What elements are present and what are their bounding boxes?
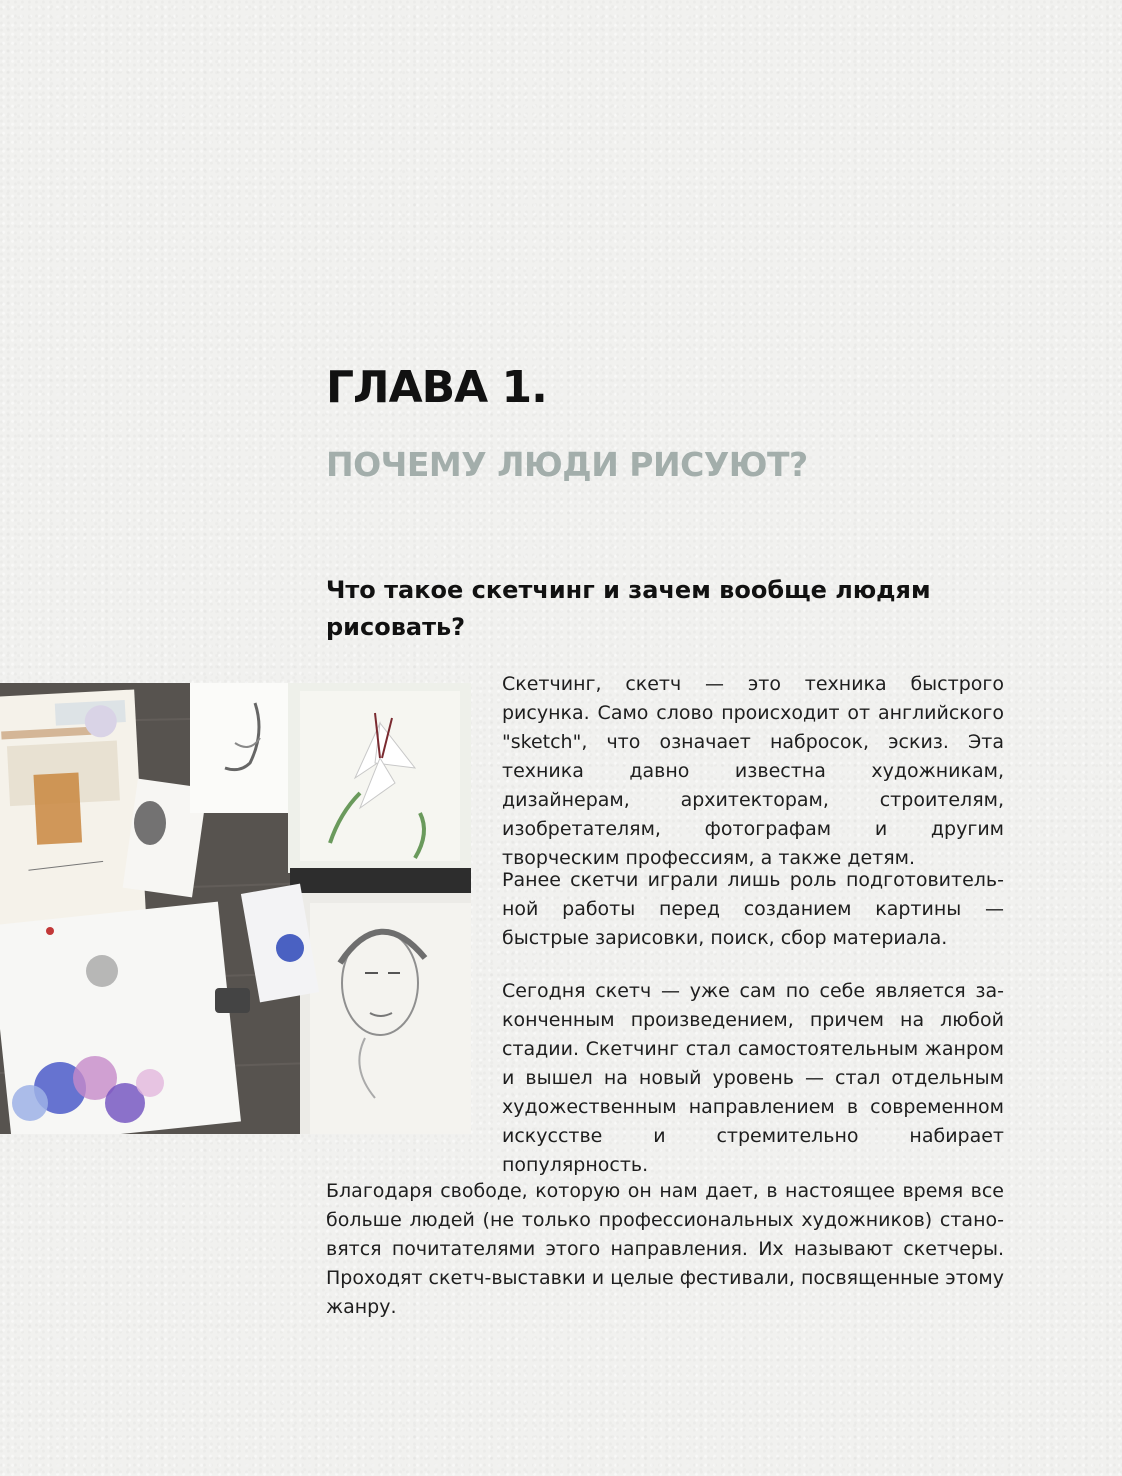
paragraph-4: Благодаря свободе, которую он нам дает, в настоящее время все больше людей (не только профессиональных художников) становятся почитателями этого направления. Их называют скетчеры. Проходят скетч-выставки и целые фестивали, посвященные этому жанру. (326, 1180, 1004, 1318)
portrait-sketchbook (300, 893, 471, 1134)
collage-sketchbook (0, 689, 146, 927)
lily-sketchbook (288, 683, 471, 873)
chapter-subtitle: ПОЧЕМУ ЛЮДИ РИСУЮТ? (326, 445, 808, 484)
paragraph-2: Ранее скетчи играли лишь роль подготовительной работы перед созданием картины — быстрые зарисовки, поиск, сбор материала. (502, 869, 1004, 949)
section-heading: Что такое скетчинг и зачем вообще людям рисовать? (326, 576, 931, 641)
hand-sketch-paper (190, 683, 300, 813)
chapter-title: ГЛАВА 1. (326, 362, 547, 413)
paragraph-3: Сегодня скетч — уже сам по себе является законченным произведением, причем на любой стадии. Скетчинг стал самостоятельным жанром и вышел на новый уровень — стал отдельным художественным направлением в современном искусстве и стремительно набирает популярность. (502, 980, 1004, 1176)
paragraph-1: Скетчинг, скетч — это техника быстрого рисунка. Само слово происходит от английского "sketch", что означает набросок, эскиз. Эта техника давно известна художникам, дизайнерам, архитекторам, строителям, изобретателям, фотографам и другим творческим профессиям, а также детям. (502, 673, 1004, 869)
flower-clipboard (0, 902, 250, 1134)
sketchbooks-photo (0, 683, 471, 1134)
